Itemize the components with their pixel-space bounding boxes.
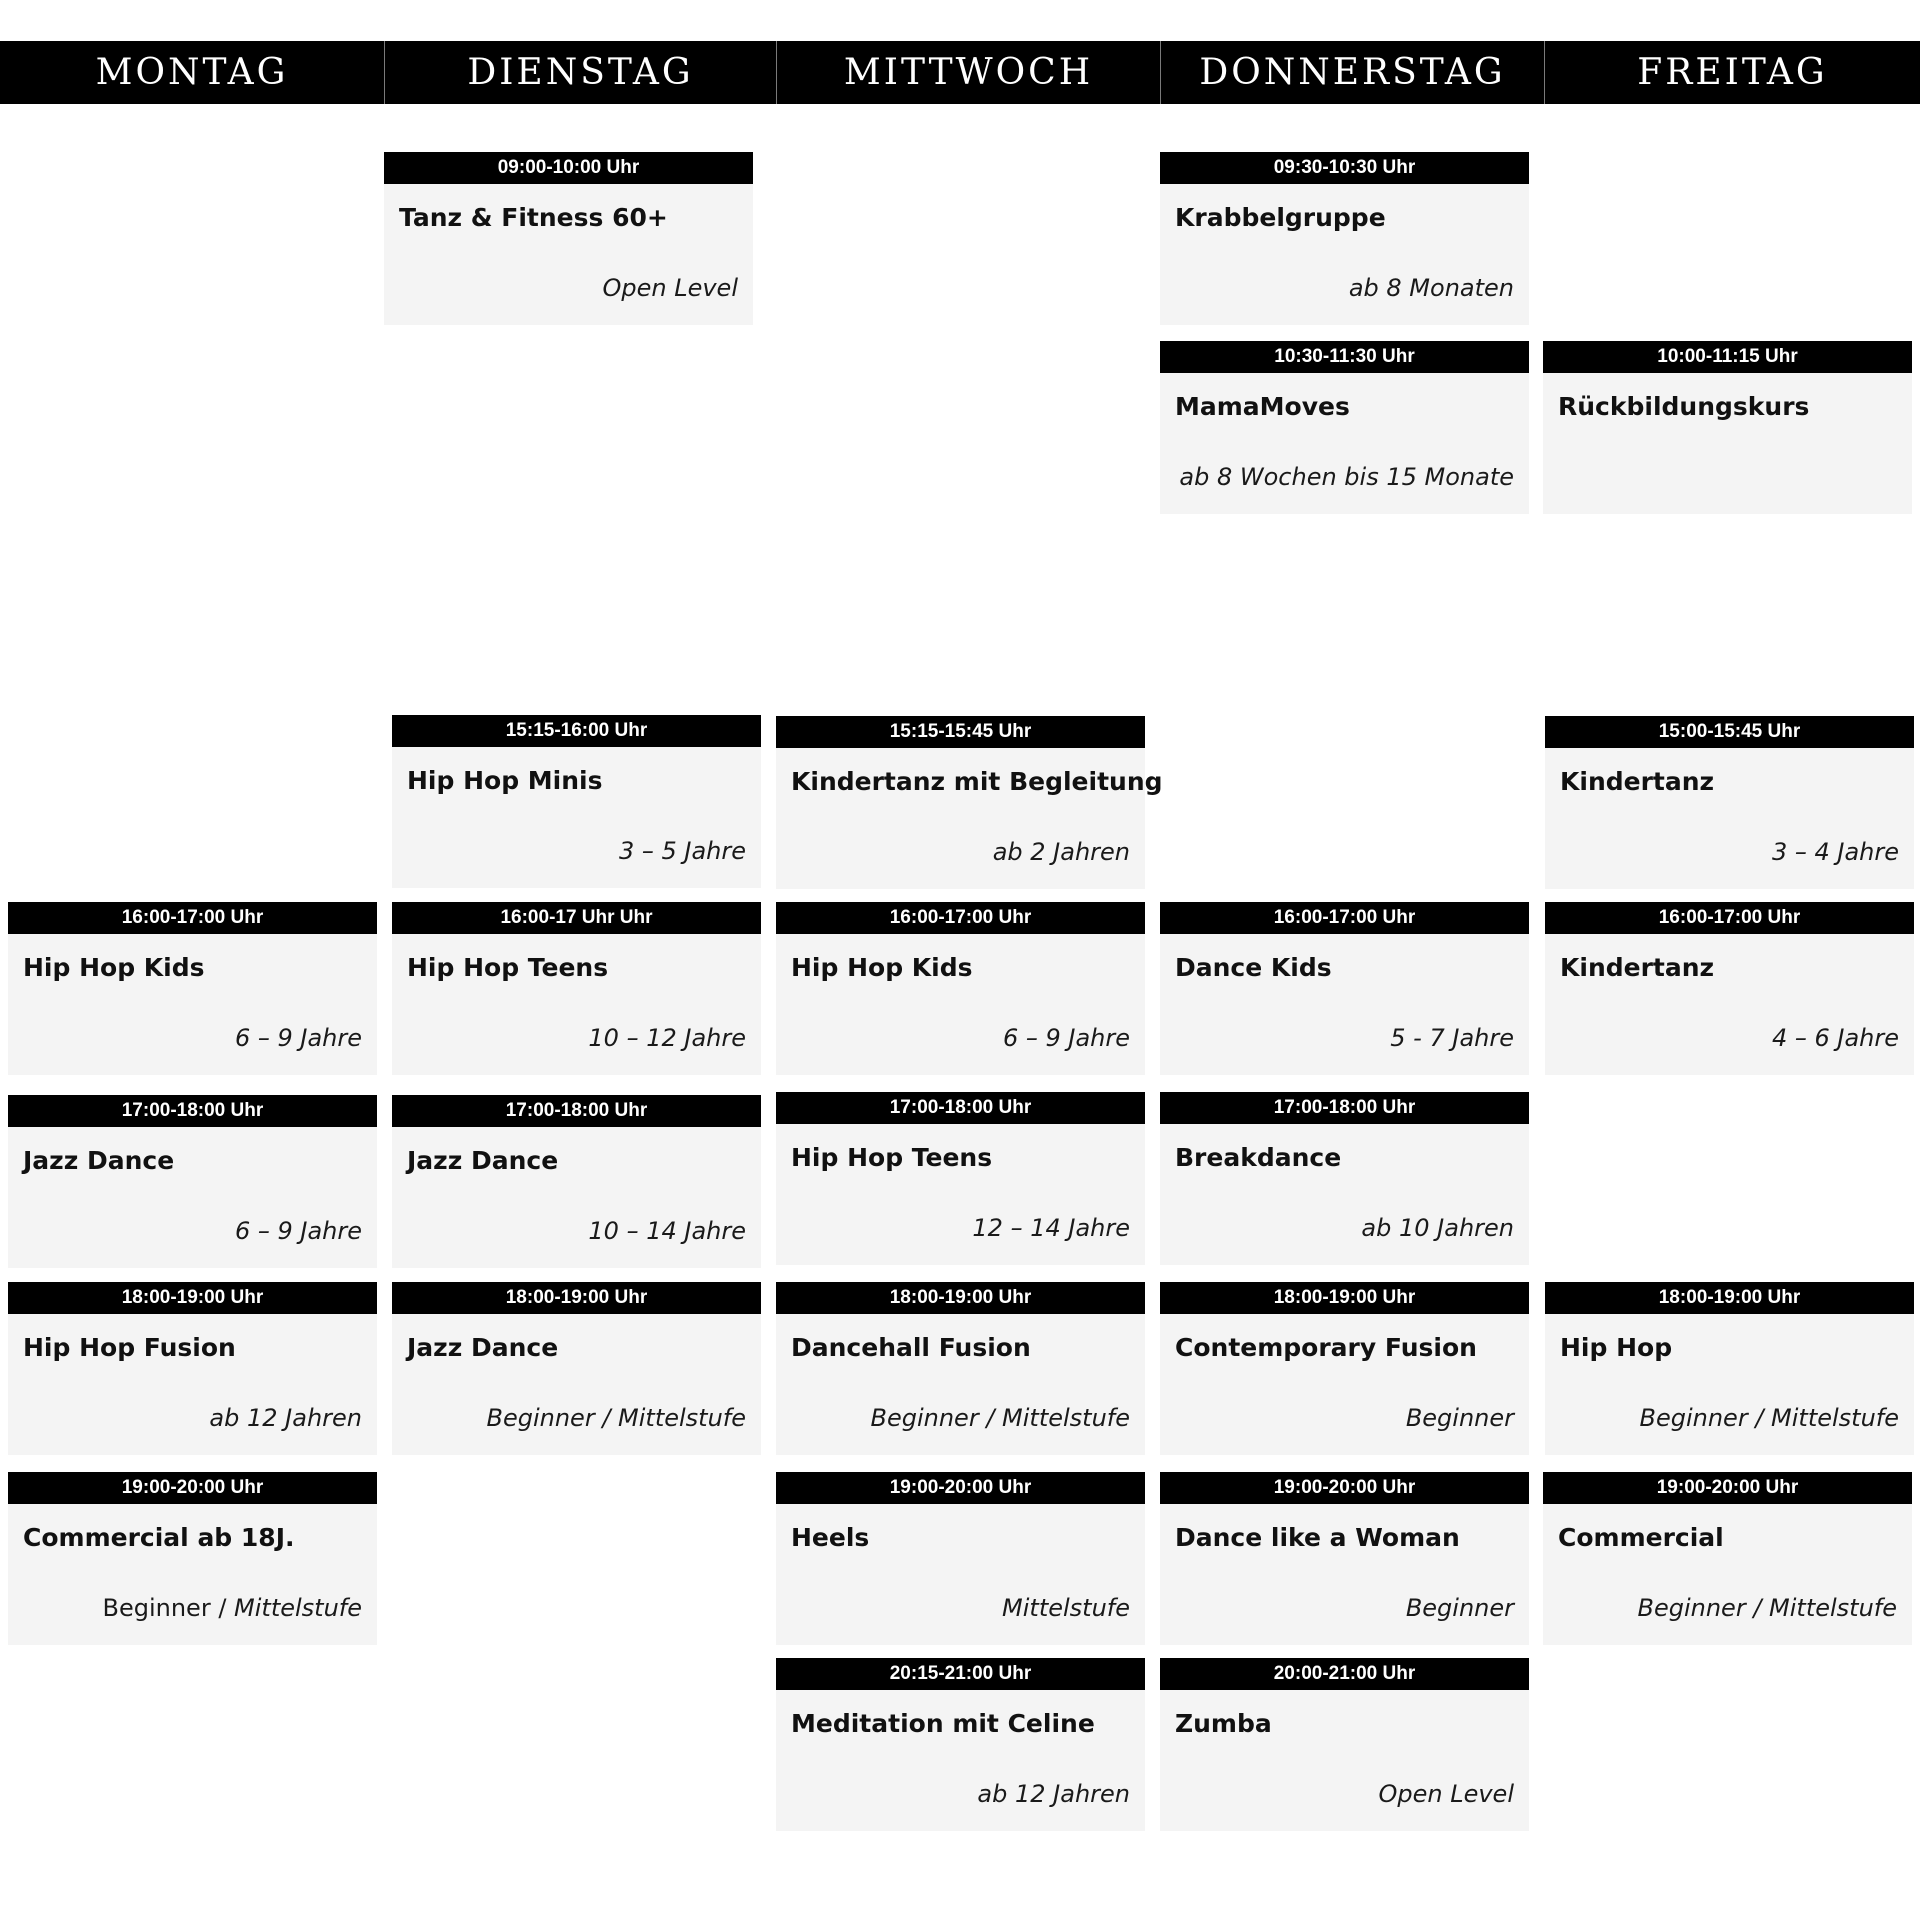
class-card[interactable] <box>392 1282 761 1455</box>
class-time: 18:00-19:00 Uhr <box>8 1282 377 1314</box>
class-title: Krabbelgruppe <box>1175 203 1386 232</box>
class-time: 18:00-19:00 Uhr <box>392 1282 761 1314</box>
class-level: 6 – 9 Jahre <box>1002 1024 1130 1052</box>
class-title: Hip Hop Kids <box>791 953 973 982</box>
class-time: 10:00-11:15 Uhr <box>1543 341 1912 373</box>
class-level: 6 – 9 Jahre <box>234 1024 362 1052</box>
class-card[interactable] <box>776 1658 1145 1831</box>
class-time: 19:00-20:00 Uhr <box>1543 1472 1912 1504</box>
class-level <box>103 1594 363 1622</box>
class-level: Beginner <box>1405 1404 1514 1432</box>
class-level: Beginner / Mittelstufe <box>870 1404 1130 1432</box>
class-level: Beginner <box>1405 1594 1514 1622</box>
class-time: 16:00-17:00 Uhr <box>1160 902 1529 934</box>
class-card[interactable] <box>1543 1472 1912 1645</box>
class-time: 20:00-21:00 Uhr <box>1160 1658 1529 1690</box>
class-card[interactable] <box>1543 341 1912 514</box>
class-title: Jazz Dance <box>23 1146 175 1175</box>
class-card[interactable] <box>384 152 753 325</box>
class-time: 20:15-21:00 Uhr <box>776 1658 1145 1690</box>
class-card[interactable] <box>8 1282 377 1455</box>
class-level: ab 10 Jahren <box>1361 1214 1514 1242</box>
class-level-italic: Mittelstufe <box>234 1594 362 1622</box>
class-level: ab 2 Jahren <box>992 838 1130 866</box>
class-title: Jazz Dance <box>407 1146 559 1175</box>
class-title: Rückbildungskurs <box>1558 392 1810 421</box>
class-time: 19:00-20:00 Uhr <box>776 1472 1145 1504</box>
class-level: ab 8 Wochen bis 15 Monate <box>1179 463 1514 491</box>
class-level: 3 – 4 Jahre <box>1771 838 1899 866</box>
class-title: Dance like a Woman <box>1175 1523 1460 1552</box>
class-level: Open Level <box>602 274 738 302</box>
class-card[interactable] <box>1160 1658 1529 1831</box>
class-card[interactable] <box>1545 902 1914 1075</box>
class-title: Zumba <box>1175 1709 1272 1738</box>
day-header-mittwoch: MITTWOCH <box>776 41 1160 104</box>
class-card[interactable] <box>776 1472 1145 1645</box>
class-title: Heels <box>791 1523 870 1552</box>
class-card[interactable] <box>1160 902 1529 1075</box>
class-level: 3 – 5 Jahre <box>618 837 746 865</box>
class-title: Dancehall Fusion <box>791 1333 1031 1362</box>
class-title: Hip Hop Fusion <box>23 1333 236 1362</box>
class-time: 19:00-20:00 Uhr <box>8 1472 377 1504</box>
class-time: 16:00-17:00 Uhr <box>776 902 1145 934</box>
class-level: 10 – 14 Jahre <box>588 1217 746 1245</box>
class-title: MamaMoves <box>1175 392 1350 421</box>
class-level: Mittelstufe <box>1002 1594 1130 1622</box>
class-level: 10 – 12 Jahre <box>588 1024 746 1052</box>
class-time: 18:00-19:00 Uhr <box>1545 1282 1914 1314</box>
class-title: Contemporary Fusion <box>1175 1333 1477 1362</box>
class-card[interactable] <box>1160 1472 1529 1645</box>
day-header-dienstag: DIENSTAG <box>384 41 776 104</box>
class-level: 12 – 14 Jahre <box>972 1214 1130 1242</box>
class-time: 15:00-15:45 Uhr <box>1545 716 1914 748</box>
day-header-freitag: FREITAG <box>1544 41 1920 104</box>
class-card[interactable] <box>392 1095 761 1268</box>
class-card[interactable] <box>1160 341 1529 514</box>
class-card[interactable] <box>392 902 761 1075</box>
class-title: Jazz Dance <box>407 1333 559 1362</box>
class-title: Commercial ab 18J. <box>23 1523 295 1552</box>
class-time: 17:00-18:00 Uhr <box>392 1095 761 1127</box>
class-level: Beginner / Mittelstufe <box>486 1404 746 1432</box>
class-card[interactable] <box>8 902 377 1075</box>
class-time: 18:00-19:00 Uhr <box>776 1282 1145 1314</box>
class-title: Kindertanz <box>1560 953 1715 982</box>
class-card[interactable] <box>776 716 1163 889</box>
class-card[interactable] <box>1160 1092 1529 1265</box>
class-level: Open Level <box>1378 1780 1514 1808</box>
class-title: Tanz & Fitness 60+ <box>399 203 668 232</box>
day-header-donnerstag: DONNERSTAG <box>1160 41 1544 104</box>
class-title: Kindertanz mit Begleitung <box>791 767 1163 796</box>
class-title: Hip Hop Kids <box>23 953 205 982</box>
class-card[interactable] <box>1160 152 1529 325</box>
class-title: Hip Hop Minis <box>407 766 603 795</box>
class-card[interactable] <box>8 1472 377 1645</box>
class-title: Hip Hop <box>1560 1333 1673 1362</box>
class-title: Breakdance <box>1175 1143 1342 1172</box>
class-title: Hip Hop Teens <box>407 953 609 982</box>
class-time: 17:00-18:00 Uhr <box>776 1092 1145 1124</box>
class-card[interactable] <box>776 1282 1145 1455</box>
class-title: Commercial <box>1558 1523 1724 1552</box>
class-time: 18:00-19:00 Uhr <box>1160 1282 1529 1314</box>
day-header-montag: MONTAG <box>0 41 384 104</box>
class-card[interactable] <box>1545 716 1914 889</box>
class-card[interactable] <box>776 1092 1145 1265</box>
class-level: ab 12 Jahren <box>209 1404 362 1432</box>
class-time: 10:30-11:30 Uhr <box>1160 341 1529 373</box>
class-card[interactable] <box>776 902 1145 1075</box>
class-title: Dance Kids <box>1175 953 1332 982</box>
class-title: Hip Hop Teens <box>791 1143 993 1172</box>
class-card[interactable] <box>1160 1282 1529 1455</box>
class-title: Kindertanz <box>1560 767 1715 796</box>
class-level: 5 - 7 Jahre <box>1390 1024 1514 1052</box>
class-title: Meditation mit Celine <box>791 1709 1095 1738</box>
class-card[interactable] <box>1545 1282 1914 1455</box>
class-level: Beginner / Mittelstufe <box>1639 1404 1899 1432</box>
class-time: 16:00-17:00 Uhr <box>1545 902 1914 934</box>
class-time: 17:00-18:00 Uhr <box>8 1095 377 1127</box>
class-time: 09:00-10:00 Uhr <box>384 152 753 184</box>
class-time: 16:00-17:00 Uhr <box>8 902 377 934</box>
class-time: 15:15-15:45 Uhr <box>776 716 1145 748</box>
class-card[interactable] <box>8 1095 377 1268</box>
class-level-plain: Beginner / <box>102 1594 235 1622</box>
class-time: 09:30-10:30 Uhr <box>1160 152 1529 184</box>
class-level: ab 8 Monaten <box>1348 274 1514 302</box>
class-card[interactable] <box>392 715 761 888</box>
class-level: 4 – 6 Jahre <box>1771 1024 1899 1052</box>
class-level: ab 12 Jahren <box>977 1780 1130 1808</box>
class-level: 6 – 9 Jahre <box>234 1217 362 1245</box>
class-level: Beginner / Mittelstufe <box>1637 1594 1897 1622</box>
class-time: 16:00-17 Uhr Uhr <box>392 902 761 934</box>
class-time: 19:00-20:00 Uhr <box>1160 1472 1529 1504</box>
class-time: 15:15-16:00 Uhr <box>392 715 761 747</box>
class-time: 17:00-18:00 Uhr <box>1160 1092 1529 1124</box>
